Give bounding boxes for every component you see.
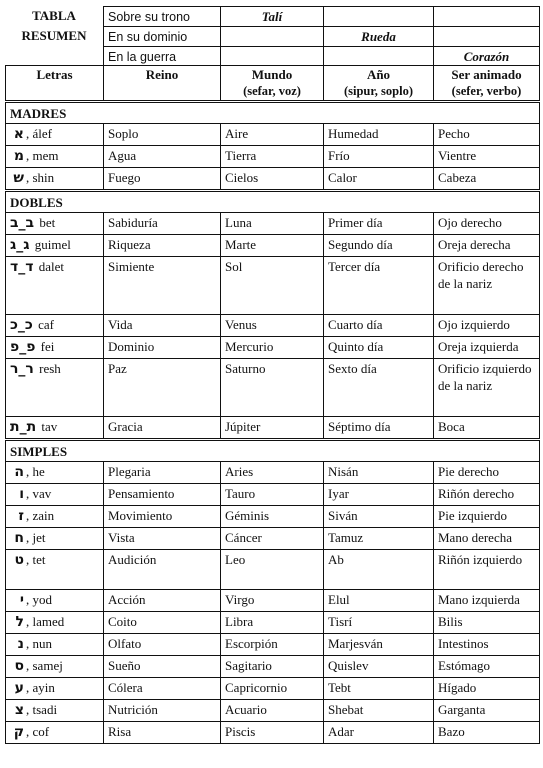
letter-name: , samej bbox=[26, 658, 63, 673]
letter-cell bbox=[6, 146, 104, 168]
section-spacer bbox=[104, 102, 221, 124]
anio-cell: Adar bbox=[324, 722, 434, 744]
letter-cell bbox=[6, 700, 104, 722]
summary-row-domain bbox=[104, 27, 540, 47]
mundo-cell: Aries bbox=[221, 462, 324, 484]
letter-name: bet bbox=[36, 215, 56, 230]
ser-animado-cell: Mano derecha bbox=[434, 528, 540, 550]
mundo-cell: Júpiter bbox=[221, 417, 324, 440]
table-row bbox=[6, 612, 540, 634]
reino-cell: Nutrición bbox=[104, 700, 221, 722]
hebrew-letter-glyph: ת_ת bbox=[10, 419, 37, 435]
letter-name: , nun bbox=[26, 636, 52, 651]
letter-name: , vav bbox=[26, 486, 52, 501]
reino-cell: Olfato bbox=[104, 634, 221, 656]
table-row bbox=[6, 656, 540, 678]
hebrew-letter-glyph: ע bbox=[14, 680, 24, 696]
summary-mark: Rueda bbox=[324, 27, 434, 47]
section-spacer bbox=[221, 102, 324, 124]
anio-cell: Segundo día bbox=[324, 235, 434, 257]
ser-animado-cell: Bilis bbox=[434, 612, 540, 634]
hebrew-letter-glyph: ג_ג bbox=[10, 237, 30, 253]
mundo-cell: Marte bbox=[221, 235, 324, 257]
table-row bbox=[6, 146, 540, 168]
hebrew-letter-glyph: ב_ב bbox=[10, 215, 35, 231]
reino-cell: Pensamiento bbox=[104, 484, 221, 506]
ser-animado-cell: Riñón derecho bbox=[434, 484, 540, 506]
hebrew-letter-glyph: ס bbox=[14, 658, 24, 674]
hebrew-letter-glyph: ל bbox=[15, 614, 24, 630]
section-title: MADRES bbox=[6, 102, 104, 124]
table-row bbox=[6, 462, 540, 484]
summary-mark bbox=[324, 47, 434, 67]
table-header-row bbox=[6, 66, 540, 102]
mundo-cell: Sol bbox=[221, 257, 324, 315]
mundo-cell: Luna bbox=[221, 213, 324, 235]
section-spacer bbox=[221, 440, 324, 462]
mundo-cell: Géminis bbox=[221, 506, 324, 528]
letter-name: fei bbox=[37, 339, 55, 354]
summary-label: En su dominio bbox=[104, 27, 221, 47]
reino-cell: Acción bbox=[104, 590, 221, 612]
letter-name: , zain bbox=[26, 508, 55, 523]
reino-cell: Sueño bbox=[104, 656, 221, 678]
summary-header bbox=[5, 6, 539, 65]
anio-cell: Quislev bbox=[324, 656, 434, 678]
ser-animado-cell: Cabeza bbox=[434, 168, 540, 191]
section-spacer bbox=[434, 191, 540, 213]
letter-cell bbox=[6, 484, 104, 506]
hebrew-letter-glyph: ק bbox=[13, 724, 24, 740]
letter-name: , ayin bbox=[26, 680, 55, 695]
letter-cell bbox=[6, 678, 104, 700]
summary-mark bbox=[434, 27, 540, 47]
letter-name: , cof bbox=[26, 724, 50, 739]
section-spacer bbox=[324, 102, 434, 124]
anio-cell: Calor bbox=[324, 168, 434, 191]
ser-animado-cell: Orificio izquierdo de la nariz bbox=[434, 359, 540, 417]
ser-animado-cell: Ojo derecho bbox=[434, 213, 540, 235]
letter-name: , jet bbox=[26, 530, 46, 545]
letter-cell bbox=[6, 590, 104, 612]
summary-mark bbox=[434, 7, 540, 27]
anio-cell: Elul bbox=[324, 590, 434, 612]
section-header-row bbox=[6, 440, 540, 462]
section-title: DOBLES bbox=[6, 191, 104, 213]
section-spacer bbox=[434, 102, 540, 124]
col-subheader-anio: (sipur, soplo) bbox=[343, 84, 413, 98]
mundo-cell: Tierra bbox=[221, 146, 324, 168]
col-header-ser: Ser animado (sefer, verbo) bbox=[434, 66, 540, 102]
table-body bbox=[6, 102, 540, 744]
mundo-cell: Mercurio bbox=[221, 337, 324, 359]
summary-label: En la guerra bbox=[104, 47, 221, 67]
table-row bbox=[6, 484, 540, 506]
anio-cell: Nisán bbox=[324, 462, 434, 484]
hebrew-letter-glyph: א bbox=[13, 126, 24, 142]
ser-animado-cell: Boca bbox=[434, 417, 540, 440]
letter-cell bbox=[6, 235, 104, 257]
letter-name: , mem bbox=[26, 148, 59, 163]
letter-cell bbox=[6, 506, 104, 528]
anio-cell: Sexto día bbox=[324, 359, 434, 417]
hebrew-letter-glyph: צ bbox=[14, 702, 24, 718]
reino-cell: Movimiento bbox=[104, 506, 221, 528]
title-line-2: RESUMEN bbox=[21, 28, 87, 43]
reino-cell: Agua bbox=[104, 146, 221, 168]
anio-cell: Séptimo día bbox=[324, 417, 434, 440]
table-row bbox=[6, 213, 540, 235]
reino-cell: Vida bbox=[104, 315, 221, 337]
ser-animado-cell: Orificio derecho de la nariz bbox=[434, 257, 540, 315]
ser-animado-cell: Intestinos bbox=[434, 634, 540, 656]
table-row bbox=[6, 257, 540, 315]
letter-name: tav bbox=[38, 419, 58, 434]
ser-animado-cell: Oreja derecha bbox=[434, 235, 540, 257]
hebrew-letter-glyph: י bbox=[19, 592, 24, 608]
mundo-cell: Libra bbox=[221, 612, 324, 634]
anio-cell: Shebat bbox=[324, 700, 434, 722]
summary-mark: Corazón bbox=[434, 47, 540, 67]
reino-cell: Fuego bbox=[104, 168, 221, 191]
summary-row-war bbox=[104, 47, 540, 67]
letter-cell bbox=[6, 124, 104, 146]
letter-name: , shin bbox=[26, 170, 55, 185]
ser-animado-cell: Pie derecho bbox=[434, 462, 540, 484]
section-title: SIMPLES bbox=[6, 440, 104, 462]
hebrew-letter-glyph: ד_ד bbox=[10, 259, 34, 275]
summary-mark bbox=[221, 47, 324, 67]
hebrew-letter-glyph: פ_פ bbox=[10, 339, 36, 355]
letter-cell bbox=[6, 656, 104, 678]
letter-name: , lamed bbox=[26, 614, 65, 629]
col-header-mundo: Mundo (sefar, voz) bbox=[221, 66, 324, 102]
ser-animado-cell: Pie izquierdo bbox=[434, 506, 540, 528]
letter-name: , álef bbox=[26, 126, 52, 141]
reino-cell: Cólera bbox=[104, 678, 221, 700]
letter-cell bbox=[6, 257, 104, 315]
reino-cell: Simiente bbox=[104, 257, 221, 315]
mundo-cell: Cáncer bbox=[221, 528, 324, 550]
letter-cell bbox=[6, 315, 104, 337]
ser-animado-cell: Bazo bbox=[434, 722, 540, 744]
reino-cell: Coito bbox=[104, 612, 221, 634]
mundo-cell: Piscis bbox=[221, 722, 324, 744]
section-spacer bbox=[434, 440, 540, 462]
section-spacer bbox=[104, 191, 221, 213]
table-row bbox=[6, 678, 540, 700]
letter-cell bbox=[6, 634, 104, 656]
ser-animado-cell: Ojo izquierdo bbox=[434, 315, 540, 337]
anio-cell: Cuarto día bbox=[324, 315, 434, 337]
summary-mark: Talí bbox=[221, 7, 324, 27]
table-title bbox=[5, 6, 103, 65]
reino-cell: Riqueza bbox=[104, 235, 221, 257]
mundo-cell: Leo bbox=[221, 550, 324, 590]
table-row bbox=[6, 235, 540, 257]
table-row bbox=[6, 722, 540, 744]
anio-cell: Siván bbox=[324, 506, 434, 528]
letters-table bbox=[5, 65, 540, 744]
letter-name: caf bbox=[34, 317, 54, 332]
hebrew-letter-glyph: נ bbox=[17, 636, 24, 652]
reino-cell: Gracia bbox=[104, 417, 221, 440]
ser-animado-cell: Mano izquierda bbox=[434, 590, 540, 612]
section-spacer bbox=[324, 191, 434, 213]
mundo-cell: Acuario bbox=[221, 700, 324, 722]
ser-animado-cell: Garganta bbox=[434, 700, 540, 722]
anio-cell: Tebt bbox=[324, 678, 434, 700]
letter-cell bbox=[6, 550, 104, 590]
ser-animado-cell: Vientre bbox=[434, 146, 540, 168]
letter-name: , yod bbox=[26, 592, 52, 607]
ser-animado-cell: Riñón izquierdo bbox=[434, 550, 540, 590]
anio-cell: Humedad bbox=[324, 124, 434, 146]
letter-cell bbox=[6, 168, 104, 191]
title-line-1: TABLA bbox=[32, 8, 76, 23]
col-subheader-mundo: (sefar, voz) bbox=[243, 84, 301, 98]
hebrew-letter-glyph: ו bbox=[19, 486, 24, 502]
ser-animado-cell: Estómago bbox=[434, 656, 540, 678]
mundo-cell: Aire bbox=[221, 124, 324, 146]
table-row bbox=[6, 634, 540, 656]
reino-cell: Paz bbox=[104, 359, 221, 417]
letter-cell bbox=[6, 528, 104, 550]
col-header-reino: Reino bbox=[104, 66, 221, 102]
anio-cell: Primer día bbox=[324, 213, 434, 235]
reino-cell: Audición bbox=[104, 550, 221, 590]
letter-cell bbox=[6, 612, 104, 634]
letter-cell bbox=[6, 462, 104, 484]
summary-label: Sobre su trono bbox=[104, 7, 221, 27]
ser-animado-cell: Pecho bbox=[434, 124, 540, 146]
anio-cell: Ab bbox=[324, 550, 434, 590]
mundo-cell: Tauro bbox=[221, 484, 324, 506]
table-row bbox=[6, 417, 540, 440]
summary-mark bbox=[324, 7, 434, 27]
hebrew-letter-glyph: ז bbox=[18, 508, 24, 524]
mundo-cell: Saturno bbox=[221, 359, 324, 417]
section-spacer bbox=[221, 191, 324, 213]
section-header-row bbox=[6, 102, 540, 124]
reino-cell: Risa bbox=[104, 722, 221, 744]
table-row bbox=[6, 528, 540, 550]
table-row bbox=[6, 700, 540, 722]
table-row bbox=[6, 550, 540, 590]
hebrew-letter-glyph: ט bbox=[14, 552, 24, 568]
reino-cell: Sabiduría bbox=[104, 213, 221, 235]
letter-name: guimel bbox=[31, 237, 71, 252]
hebrew-letter-glyph: מ bbox=[13, 148, 24, 164]
anio-cell: Tamuz bbox=[324, 528, 434, 550]
hebrew-letter-glyph: ה bbox=[14, 464, 24, 480]
reino-cell: Dominio bbox=[104, 337, 221, 359]
table-row bbox=[6, 506, 540, 528]
hebrew-letter-glyph: ח bbox=[14, 530, 24, 546]
hebrew-letter-glyph: ר_ר bbox=[10, 361, 34, 377]
mundo-cell: Escorpión bbox=[221, 634, 324, 656]
anio-cell: Marjesván bbox=[324, 634, 434, 656]
letter-cell bbox=[6, 337, 104, 359]
ser-animado-cell: Hígado bbox=[434, 678, 540, 700]
table-row bbox=[6, 124, 540, 146]
anio-cell: Tercer día bbox=[324, 257, 434, 315]
letter-cell bbox=[6, 417, 104, 440]
summary-mark bbox=[221, 27, 324, 47]
mundo-cell: Venus bbox=[221, 315, 324, 337]
hebrew-letter-glyph: ש bbox=[13, 170, 24, 186]
mundo-cell: Capricornio bbox=[221, 678, 324, 700]
table-row bbox=[6, 337, 540, 359]
table-row bbox=[6, 590, 540, 612]
reino-cell: Soplo bbox=[104, 124, 221, 146]
anio-cell: Tisrí bbox=[324, 612, 434, 634]
summary-mini-table bbox=[103, 6, 540, 66]
letter-cell bbox=[6, 213, 104, 235]
section-header-row bbox=[6, 191, 540, 213]
letter-name: dalet bbox=[35, 259, 64, 274]
letter-name: , tsadi bbox=[26, 702, 58, 717]
col-header-anio: Año (sipur, soplo) bbox=[324, 66, 434, 102]
letter-cell bbox=[6, 359, 104, 417]
mundo-cell: Virgo bbox=[221, 590, 324, 612]
section-spacer bbox=[324, 440, 434, 462]
letter-name: , tet bbox=[26, 552, 46, 567]
col-subheader-ser: (sefer, verbo) bbox=[451, 84, 522, 98]
letter-name: , he bbox=[26, 464, 45, 479]
mundo-cell: Cielos bbox=[221, 168, 324, 191]
table-row bbox=[6, 315, 540, 337]
anio-cell: Iyar bbox=[324, 484, 434, 506]
reino-cell: Vista bbox=[104, 528, 221, 550]
col-header-letras: Letras bbox=[6, 66, 104, 102]
section-spacer bbox=[104, 440, 221, 462]
summary-row-throne bbox=[104, 7, 540, 27]
hebrew-letter-glyph: כ_כ bbox=[10, 317, 33, 333]
anio-cell: Frío bbox=[324, 146, 434, 168]
mundo-cell: Sagitario bbox=[221, 656, 324, 678]
reino-cell: Plegaria bbox=[104, 462, 221, 484]
table-row bbox=[6, 168, 540, 191]
anio-cell: Quinto día bbox=[324, 337, 434, 359]
table-row bbox=[6, 359, 540, 417]
letter-name: resh bbox=[35, 361, 61, 376]
ser-animado-cell: Oreja izquierda bbox=[434, 337, 540, 359]
letter-cell bbox=[6, 722, 104, 744]
